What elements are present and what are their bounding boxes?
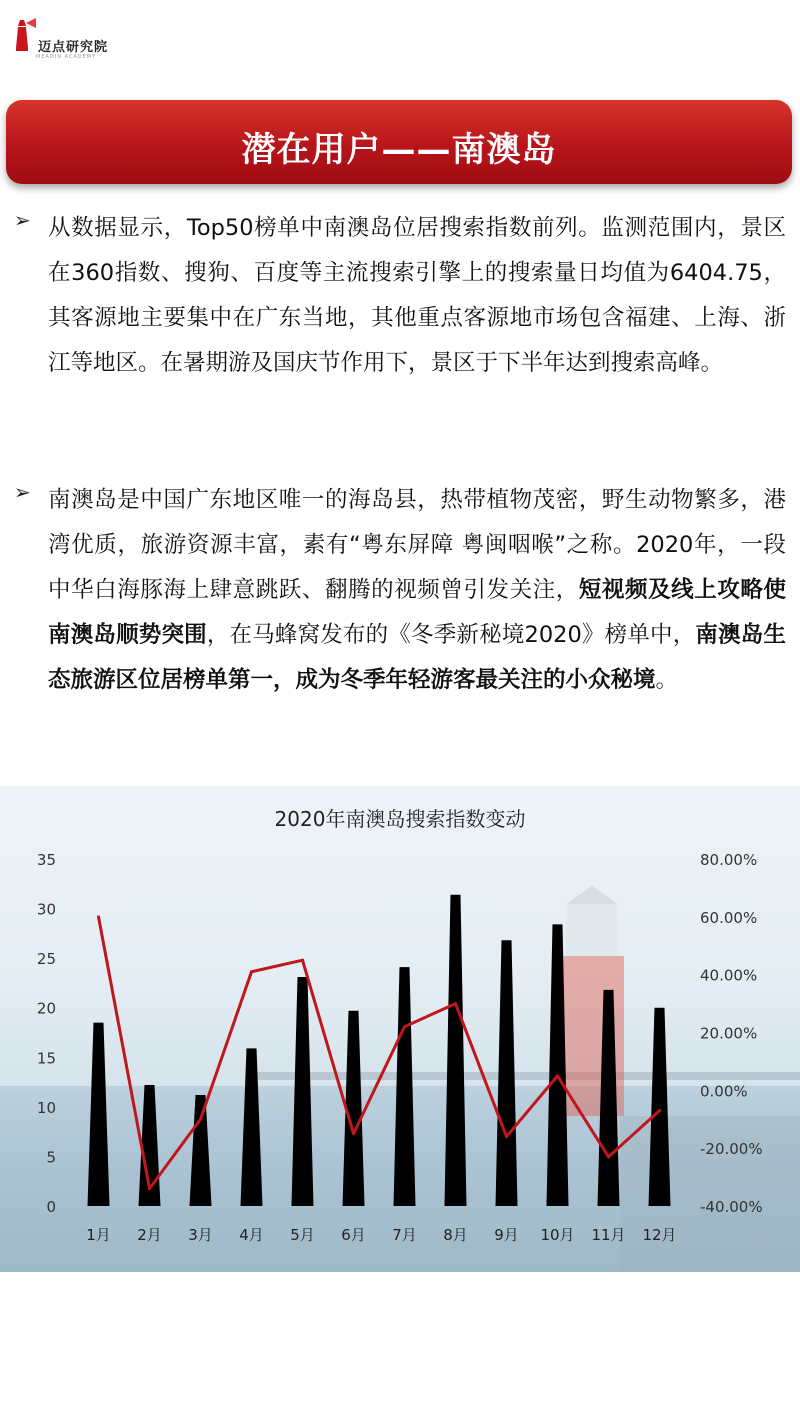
x-tick-label: 2月 — [137, 1226, 162, 1244]
x-tick-label: 7月 — [392, 1226, 417, 1244]
bar-mark — [394, 967, 416, 1206]
highlight-text: 短视频及线上攻略使南澳岛顺势突围 — [48, 577, 786, 648]
left-tick-label: 30 — [36, 900, 56, 919]
highlight-text: 南澳岛生态旅游区位居榜单第一，成为冬季年轻游客最关注的小众秘境 — [48, 622, 786, 693]
x-tick-label: 11月 — [591, 1226, 626, 1244]
bar-mark — [292, 977, 314, 1206]
line-point — [199, 1118, 202, 1121]
brand-logo — [8, 18, 108, 64]
text-segment: 南澳岛是中国广东地区唯一的海岛县，热带植物茂密，野生动物繁多，港湾优质，旅游资源丰富，素有“粤东屏障 粤闽咽喉”之称。2020年，一段中华白海豚海上肆意跳跃、翻腾的视频曾引发关注， — [48, 487, 786, 603]
left-tick-label: 35 — [36, 851, 56, 869]
line-point — [148, 1187, 151, 1190]
right-tick-label: 20.00% — [700, 1024, 758, 1043]
x-tick-label: 8月 — [443, 1226, 468, 1244]
line-point — [403, 1025, 406, 1028]
line-point — [97, 915, 100, 918]
x-tick-label: 5月 — [290, 1226, 315, 1244]
left-tick-label: 0 — [46, 1198, 56, 1216]
line-point — [505, 1135, 508, 1138]
line-point — [607, 1155, 610, 1158]
bar-mark — [88, 1023, 110, 1206]
paragraph-text: 从数据显示，Top50榜单中南澳岛位居搜索指数前列。监测范围内，景区在360指数、搜狗、百度等主流搜索引擎上的搜索量日均值为6404.75，其客源地主要集中在广东当地，其他重点客源地市场包含福建、上海、浙江等地区。在暑期游及国庆节作用下，景区于下半年达到搜索高峰。 — [48, 215, 786, 376]
bar-mark — [649, 1008, 671, 1206]
line-point — [301, 959, 304, 962]
left-tick-label: 10 — [36, 1098, 56, 1117]
right-tick-label: 0.00% — [700, 1082, 748, 1101]
x-tick-label: 12月 — [642, 1226, 677, 1244]
left-tick-label: 20 — [36, 999, 56, 1018]
section-banner — [6, 100, 792, 184]
arrow-bullet-icon: ➢ — [14, 208, 31, 232]
left-tick-label: 5 — [46, 1148, 56, 1167]
x-tick-label: 4月 — [239, 1226, 264, 1244]
chart-panel — [0, 786, 800, 1272]
x-tick-label: 6月 — [341, 1226, 366, 1244]
arrow-bullet-icon: ➢ — [14, 480, 31, 504]
right-tick-label: -20.00% — [700, 1140, 763, 1159]
logo-subtitle: MEADIN ACADEMY — [36, 54, 97, 60]
left-tick-label: 25 — [36, 950, 56, 969]
page-title: 潜在用户——南澳岛 — [241, 130, 557, 170]
line-point — [556, 1074, 559, 1077]
line-point — [658, 1109, 661, 1112]
line-point — [352, 1132, 355, 1135]
right-tick-label: 40.00% — [700, 966, 758, 985]
lighthouse-logo-icon — [8, 18, 36, 58]
right-tick-label: -40.00% — [700, 1198, 763, 1216]
line-point — [454, 1002, 457, 1005]
x-tick-label: 10月 — [540, 1226, 575, 1244]
right-tick-label: 60.00% — [700, 908, 758, 927]
search-index-chart — [0, 786, 800, 1272]
paragraph-text — [48, 478, 786, 703]
x-tick-label: 3月 — [188, 1226, 213, 1244]
left-tick-label: 15 — [36, 1049, 56, 1068]
bar-mark — [445, 895, 467, 1206]
chart-title: 2020年南澳岛搜索指数变动 — [274, 807, 526, 831]
paragraph-search-summary — [14, 206, 786, 386]
text-segment: ，在马蜂窝发布的《冬季新秘境2020》榜单中， — [206, 622, 696, 648]
right-tick-label: 80.00% — [700, 851, 758, 869]
line-point — [250, 970, 253, 973]
x-tick-label: 1月 — [86, 1226, 111, 1244]
x-tick-label: 9月 — [494, 1226, 519, 1244]
paragraph-island-intro — [14, 478, 786, 703]
bar-mark — [496, 940, 518, 1206]
text-segment: 。 — [655, 667, 679, 693]
logo-name: 迈点研究院 — [38, 40, 109, 55]
